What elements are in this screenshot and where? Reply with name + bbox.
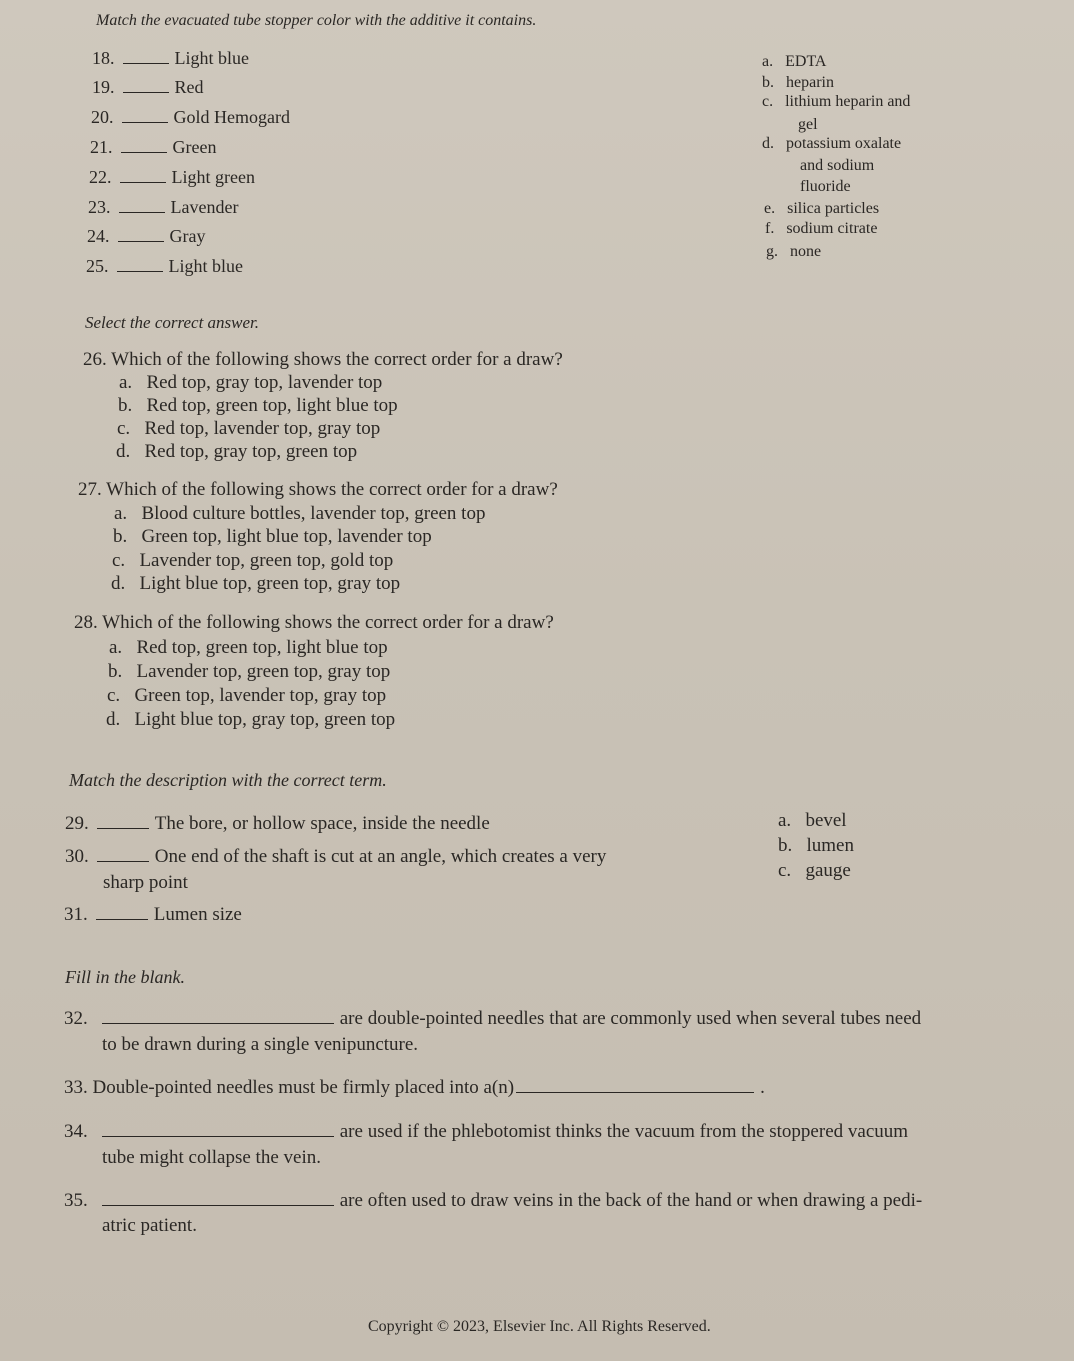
terms-instruction: Match the description with the correct term. [69, 770, 387, 790]
stopper-item: 21. Green [90, 137, 217, 157]
answer-choice: c. Red top, lavender top, gray top [117, 418, 381, 439]
answer-choice: c. Green top, lavender top, gray top [107, 685, 387, 706]
term-item: 29. The bore, or hollow space, inside the needle [65, 813, 490, 834]
option-item-cont: fluoride [800, 178, 851, 195]
term-option: c. gauge [778, 860, 851, 881]
stopper-item: 18. Light blue [92, 48, 249, 68]
answer-choice: a. Red top, gray top, lavender top [119, 372, 383, 393]
fill-instruction: Fill in the blank. [65, 967, 185, 987]
option-item-cont: gel [798, 116, 818, 133]
stopper-item: 24. Gray [87, 226, 206, 246]
term-item: 30. One end of the shaft is cut at an angle, which creates a very [65, 846, 607, 867]
question-stem: 28. Which of the following shows the correct order for a draw? [74, 612, 554, 633]
answer-choice: a. Red top, green top, light blue top [109, 637, 388, 658]
fill-item-cont: tube might collapse the vein. [102, 1147, 321, 1168]
fill-item: 32. are double-pointed needles that are commonly used when several tubes need [64, 1008, 922, 1029]
order-instruction: Select the correct answer. [85, 313, 260, 332]
option-item: b. heparin [762, 74, 834, 91]
fill-item: 35. are often used to draw veins in the back of the hand or when drawing a pedi- [64, 1190, 923, 1211]
term-option: a. bevel [778, 810, 847, 831]
option-item: c. lithium heparin and [762, 93, 911, 110]
option-item: f. sodium citrate [765, 220, 878, 237]
question-stem: 27. Which of the following shows the correct order for a draw? [78, 479, 558, 500]
option-item-cont: and sodium [800, 157, 875, 174]
copyright-footer: Copyright © 2023, Elsevier Inc. All Rights Reserved. [368, 1318, 711, 1335]
answer-choice: d. Light blue top, green top, gray top [111, 573, 401, 594]
option-item: a. EDTA [762, 53, 827, 70]
answer-choice: b. Green top, light blue top, lavender top [113, 526, 432, 547]
question-stem: 26. Which of the following shows the correct order for a draw? [83, 349, 563, 370]
option-item: d. potassium oxalate [762, 135, 902, 152]
stopper-item: 25. Light blue [86, 256, 243, 276]
term-item-cont: sharp point [103, 872, 188, 893]
option-item: e. silica particles [764, 200, 880, 217]
stopper-item: 19. Red [92, 77, 204, 97]
stopper-instruction: Match the evacuated tube stopper color with the additive it contains. [96, 12, 537, 29]
term-item: 31. Lumen size [64, 904, 242, 925]
fill-item: 33. Double-pointed needles must be firmly placed into a(n) . [64, 1077, 765, 1098]
stopper-item: 23. Lavender [88, 197, 239, 217]
fill-item-cont: to be drawn during a single venipuncture. [102, 1034, 419, 1055]
stopper-item: 22. Light green [89, 167, 255, 187]
answer-choice: b. Lavender top, green top, gray top [108, 661, 391, 682]
term-option: b. lumen [778, 835, 854, 856]
fill-item-cont: atric patient. [102, 1215, 197, 1236]
answer-choice: a. Blood culture bottles, lavender top, green top [114, 503, 486, 524]
option-item: g. none [766, 243, 822, 260]
fill-item: 34. are used if the phlebotomist thinks the vacuum from the stoppered vacuum [64, 1121, 909, 1142]
answer-choice: d. Red top, gray top, green top [116, 441, 358, 462]
answer-choice: c. Lavender top, green top, gold top [112, 550, 394, 571]
stopper-item: 20. Gold Hemogard [91, 107, 290, 127]
answer-choice: d. Light blue top, gray top, green top [106, 709, 396, 730]
answer-choice: b. Red top, green top, light blue top [118, 395, 398, 416]
